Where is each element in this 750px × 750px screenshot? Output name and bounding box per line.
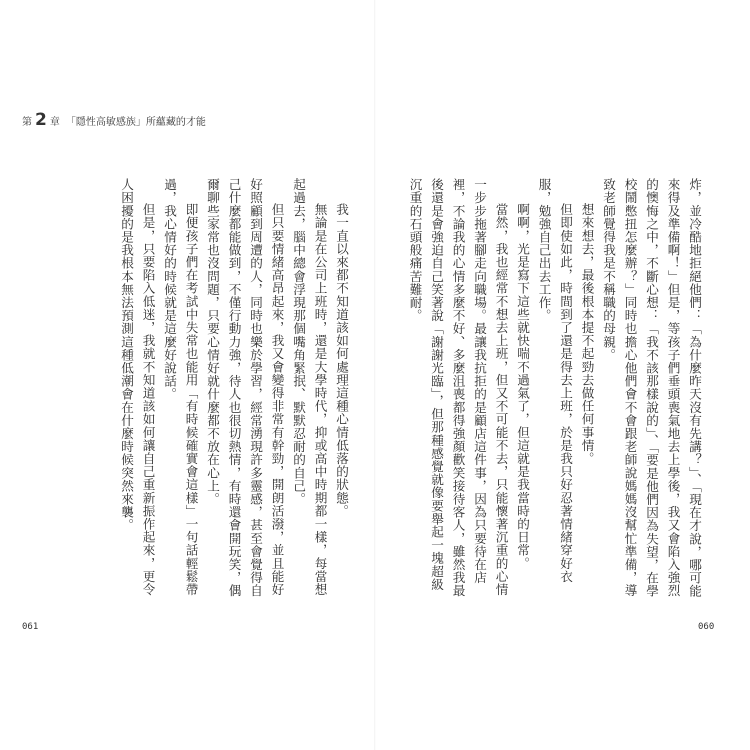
page-number-left: 061 (22, 622, 39, 632)
paragraph: 我一直以來都不知道該如何處理這種心情低落的狀態。 (334, 203, 349, 518)
chapter-number: 2 (35, 110, 47, 130)
paragraph: 炸，並冷酷地拒絕他們：「為什麼昨天沒有先講？」、「現在才說，哪可能來得及準備啊！」但是，等孩子們垂頭喪氣地去上學後，我又會陷入強烈的懊悔之中，不斷心想：「我不該那樣說的」、「要是他們因為失望，在學校鬧憋扭怎麼辦？」同時也擔心他們會不會跟老師說媽媽沒幫忙準備，導致老師覺得我是不稱職的母親。 (601, 178, 702, 598)
paragraph: 無論是在公司上班時，還是大學時代，抑或高中時期都一樣，每當想起過去，腦中總會浮現那個嘴角緊抿、默默忍耐的自己。 (291, 178, 328, 597)
left-page-text (42, 178, 352, 598)
paragraph: 啊啊，光是寫下這些就快喘不過氣了，但這就是我當時的日常。 (515, 203, 530, 570)
paragraph: 但只要情緒高昂起來，我又會變得非常有幹勁，開朗活潑，並且能好好照顧到周遭的人，同時也樂於學習，經常湧現許多靈感，甚至會覺得自己什麼都能做到，不僅行動力強，待人也很切熱情，有時還會開玩笑，偶爾聊些家常也沒問題，只要心情好就什麼都不放在心上。 (205, 178, 285, 598)
paragraph: 即便孩子們在考試中失常也能用「有時候確實會這樣」一句話輕鬆帶過，我心情好的時候就是這麼好說話。 (162, 178, 199, 597)
book-gutter (374, 0, 376, 750)
chapter-header (22, 112, 206, 129)
chapter-title: 「隱性高敏感族」所蘊藏的才能 (65, 117, 206, 128)
page-number-right: 060 (698, 622, 715, 632)
paragraph: 當然，我也經常不想去上班，但又不可能不去，只能懷著沉重的心情一步步拖著腳走向職場。最讓我抗拒的是顧店這件事，因為只要待在店裡，不論我的心情多麼不好、多麼沮喪都得強顏歡笑接待客人，雖然我最後還是會強迫自己笑著說「謝謝光臨」，但那種感覺就像要舉起一塊超級沉重的石頭般痛苦難耐。 (407, 178, 509, 598)
paragraph: 想來想去，最後根本提不起勁去做任何事情。 (579, 203, 595, 466)
paragraph: 但即使如此，時間到了還是得去上班，於是我只好忍著情緒穿好衣服，勉強自己出去工作。 (536, 178, 573, 584)
right-page-text (395, 178, 705, 598)
paragraph: 但是，只要陷入低迷，我就不知道該如何讓自己重新振作起來，更令人困擾的是我根本無法預測這種低潮會在什麼時候突然來襲。 (119, 178, 156, 597)
chapter-prefix: 第 (22, 117, 32, 128)
chapter-suffix: 章 (49, 117, 60, 128)
